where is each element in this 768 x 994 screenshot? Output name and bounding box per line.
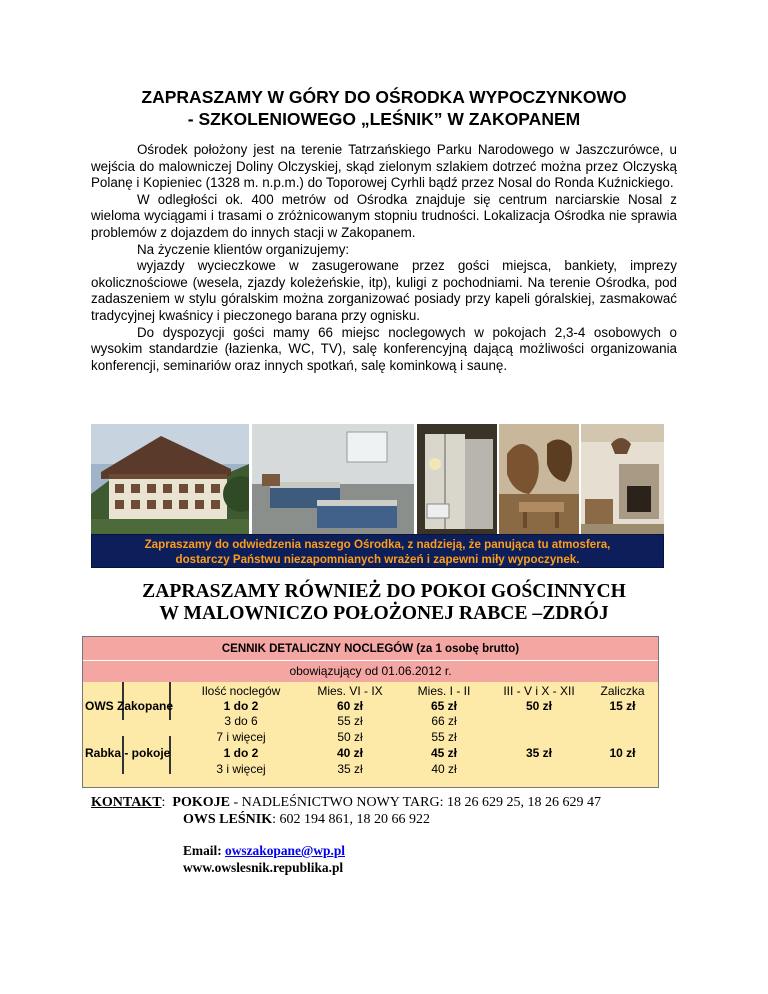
cell-price: 40 zł <box>431 762 457 776</box>
price-table-valid-from: obowiązujący od 01.06.2012 r. <box>83 660 658 682</box>
page-title <box>80 86 688 130</box>
price-table <box>82 636 659 788</box>
column-header-i-ii: Mies. I - II <box>417 684 471 698</box>
paragraph-offer-intro: Na życzenie klientów organizujemy: <box>137 241 350 257</box>
fireplace-photo <box>581 424 664 534</box>
building-photo <box>91 424 249 534</box>
paragraph-location: Ośrodek położony jest na terenie Tatrzańskiego Parku Narodowego w Jaszczurówce, u wejścia do malowniczej Doliny Olczyskiej, skąd zielonym szlakiem dotrzeć można przez Olczyską Polanę i Kopieniec (1328 m. n.p.m.) do Toporowej Cyrhli bądź przez Nosal do Ronda Kuźnickiego. <box>91 142 677 191</box>
cell-price: 65 zł <box>430 699 457 713</box>
description <box>91 142 677 374</box>
cell-nights: 7 i więcej <box>216 730 266 744</box>
cell-nights: 3 do 6 <box>224 714 258 728</box>
group-label-rabka: Rabka - pokoje <box>85 746 171 760</box>
email-block <box>183 842 345 876</box>
cell-price: 60 zł <box>336 699 363 713</box>
rabka-title-line-2: W MALOWNICZO POŁOŻONEJ RABCE –ZDRÓJ <box>159 603 609 624</box>
cell-price: 35 zł <box>525 746 552 760</box>
photo-strip <box>91 424 664 534</box>
column-header-nights: Ilość noclegów <box>201 684 281 698</box>
lounge-photo <box>499 424 579 534</box>
price-grid <box>83 682 658 787</box>
cell-price: 66 zł <box>431 714 457 728</box>
rooms-label: POKOJE <box>172 795 230 810</box>
rabka-title <box>80 581 688 625</box>
invitation-banner <box>91 534 664 568</box>
lesnik-label: OWS LEŚNIK <box>183 812 273 827</box>
cell-deposit: 15 zł <box>609 699 636 713</box>
lesnik-phone: : 602 194 861, 18 20 66 922 <box>272 812 430 827</box>
banner-line-2: dostarczy Państwu niezapomnianych wrażeń i zapewni miły wypoczynek. <box>175 553 580 566</box>
price-table-heading: CENNIK DETALICZNY NOCLEGÓW (za 1 osobę brutto) <box>83 637 658 660</box>
contact-label: KONTAKT <box>91 795 162 810</box>
email-link[interactable]: owszakopane@wp.pl <box>225 843 346 858</box>
column-header-vi-ix: Mies. VI - IX <box>317 684 383 698</box>
column-header-deposit: Zaliczka <box>600 684 645 698</box>
rooms-phone: - NADLEŚNICTWO NOWY TARG: 18 26 629 25, 18 26 629 47 <box>229 795 602 810</box>
email-line <box>183 842 345 859</box>
website-text: www.owslesnik.republika.pl <box>183 860 344 875</box>
cell-price: 35 zł <box>337 762 363 776</box>
email-label: Email: <box>183 843 226 858</box>
cell-nights: 1 do 2 <box>223 746 259 760</box>
title-line-2: - SZKOLENIOWEGO „LEŚNIK” W ZAKOPANEM <box>187 109 581 129</box>
contact-colon: : <box>161 795 166 810</box>
banner-line-1: Zapraszamy do odwiedzenia naszego Ośrodka, z nadzieją, że panująca tu atmosfera, <box>144 538 611 551</box>
cell-price: 50 zł <box>337 730 363 744</box>
paragraph-facilities: Do dyspozycji gości mamy 66 miejsc noclegowych w pokojach 2,3-4 osobowych o wysokim standardzie (łazienka, WC, TV), salę konferencyjną dającą możliwości organizowania konferencji, seminariów oraz innych spotkań, salę kominkową i saunę. <box>91 324 677 373</box>
cell-price: 40 zł <box>336 746 363 760</box>
room-photo <box>252 424 414 534</box>
cell-price: 50 zł <box>525 699 552 713</box>
paragraph-offer: wyjazdy wycieczkowe w zasugerowane przez gości miejsca, bankiety, imprezy okolicznościowe (wesela, zjazdy koleżeńskie, itp), kuligi z pochodniami. Na terenie Ośrodka, pod zadaszeniem w stylu góralskim można zorganizować posiady przy kapeli góralskiej, zasmakować tradycyjnej kwaśnicy i pieczonego barana przy ognisku. <box>91 258 677 323</box>
column-header-other-months: III - V i X - XII <box>503 684 575 698</box>
cell-price: 55 zł <box>431 730 457 744</box>
cell-nights: 1 do 2 <box>223 699 259 713</box>
cell-price: 45 zł <box>430 746 457 760</box>
contact-line-1 <box>91 794 601 811</box>
cell-price: 55 zł <box>337 714 363 728</box>
rabka-title-line-1: ZAPRASZAMY RÓWNIEŻ DO POKOI GOŚCINNYCH <box>142 581 626 602</box>
paragraph-ski: W odległości ok. 400 metrów od Ośrodka znajduje się centrum narciarskie Nosal z wieloma wyciągami i trasami o zróżnicowanym stopniu trudności. Lokalizacja Ośrodka nie sprawia problemów z dojazdem do innych stacji w Zakopanem. <box>91 191 677 240</box>
cell-deposit: 10 zł <box>609 746 636 760</box>
cell-nights: 3 i więcej <box>216 762 266 776</box>
bathroom-photo <box>417 424 497 534</box>
group-label-zakopane: OWS Zakopane <box>85 699 174 713</box>
contact-line-2 <box>91 811 601 828</box>
title-line-1: ZAPRASZAMY W GÓRY DO OŚRODKA WYPOCZYNKOWO <box>141 87 627 107</box>
contact-block <box>91 794 601 828</box>
